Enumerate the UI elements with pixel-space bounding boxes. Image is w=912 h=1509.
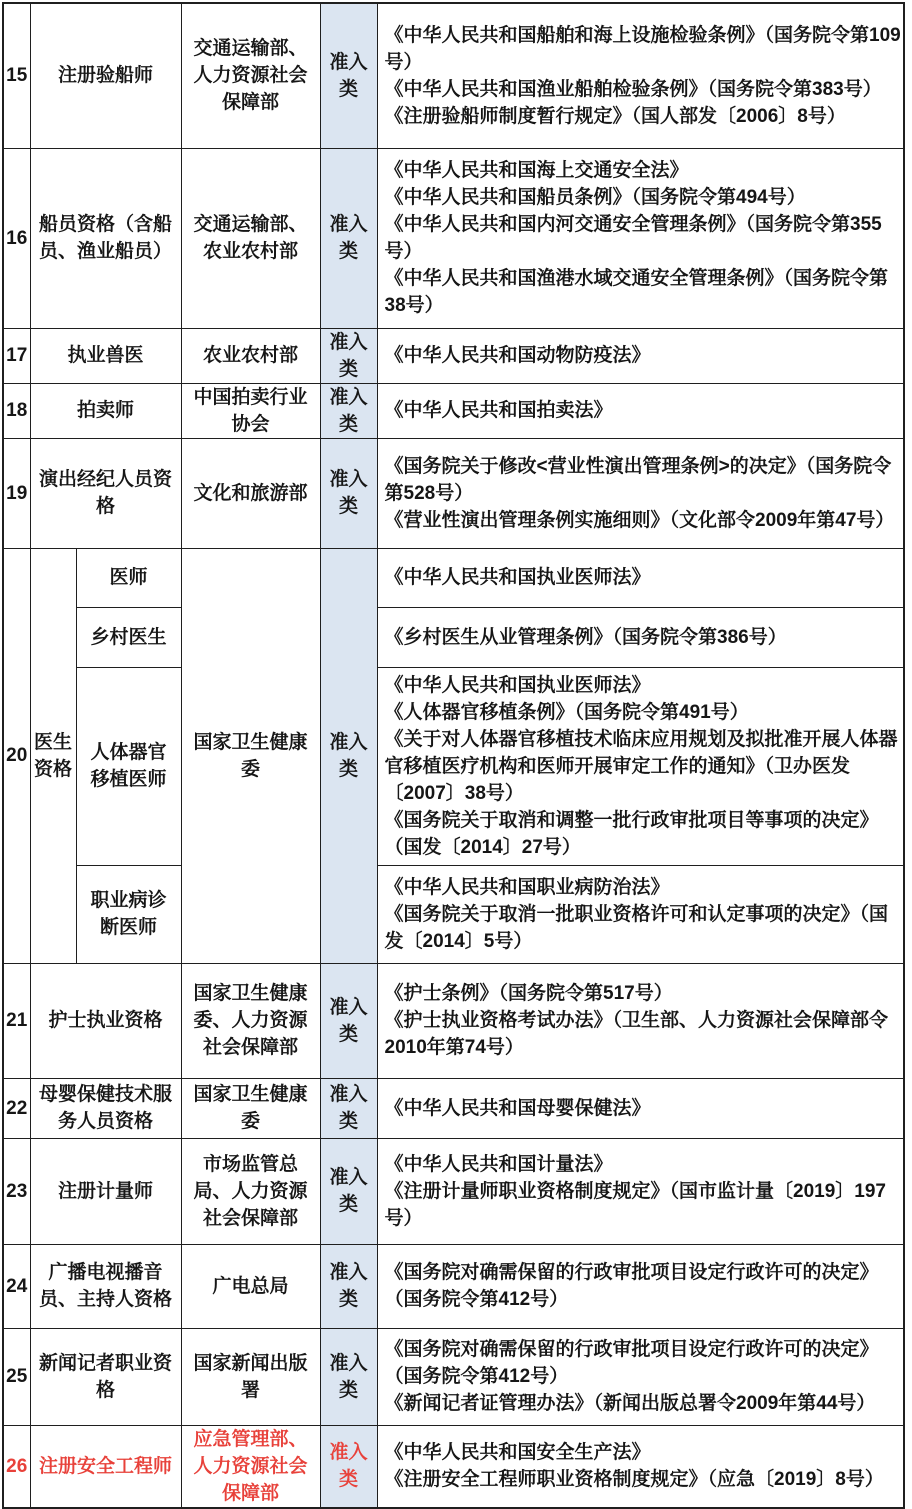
table-row <box>3 383 904 438</box>
legal-basis-cell <box>377 667 904 865</box>
qualification-name: 护士执业资格 <box>30 963 181 1078</box>
qualification-name: 注册安全工程师 <box>30 1425 181 1508</box>
sub-qualification-name: 职业病诊断医师 <box>76 865 181 963</box>
department: 应急管理部、人力资源社会保障部 <box>181 1425 320 1508</box>
legal-item: 《中华人民共和国船员条例》（国务院令第494号） <box>384 187 806 208</box>
category-cell: 准入类 <box>320 148 377 328</box>
sub-qualification-name: 医师 <box>76 548 181 607</box>
row-number: 26 <box>3 1425 30 1508</box>
legal-item: 《国务院对确需保留的行政审批项目设定行政许可的决定》（国务院令第412号） <box>384 1262 879 1310</box>
category-cell: 准入类 <box>320 438 377 548</box>
legal-item: 《中华人民共和国拍卖法》 <box>384 400 613 421</box>
category-cell: 准入类 <box>320 963 377 1078</box>
category-cell: 准入类 <box>320 328 377 383</box>
category-cell: 准入类 <box>320 1078 377 1138</box>
qualification-name: 拍卖师 <box>30 383 181 438</box>
row-number: 21 <box>3 963 30 1078</box>
legal-item: 《中华人民共和国安全生产法》 <box>384 1442 651 1463</box>
row-number: 24 <box>3 1244 30 1328</box>
legal-item: 《中华人民共和国母婴保健法》 <box>384 1097 651 1119</box>
table-row <box>3 548 904 607</box>
legal-basis-cell <box>377 865 904 963</box>
legal-item: 《护士执业资格考试办法》（卫生部、人力资源社会保障部令2010年第74号） <box>384 1010 889 1058</box>
qualification-name: 船员资格（含船员、渔业船员） <box>30 148 181 328</box>
department: 国家卫生健康委 <box>181 548 320 963</box>
sub-qualification-name: 乡村医生 <box>76 607 181 667</box>
legal-basis-cell <box>377 1328 904 1425</box>
table-row <box>3 1078 904 1138</box>
row-number: 18 <box>3 383 30 438</box>
table-row <box>3 667 904 865</box>
table-row <box>3 1328 904 1425</box>
department: 农业农村部 <box>181 328 320 383</box>
category-cell: 准入类 <box>320 548 377 963</box>
legal-item: 《中华人民共和国执业医师法》 <box>384 674 651 696</box>
legal-item: 《注册验船师制度暂行规定》（国人部发〔2006〕8号） <box>384 105 846 127</box>
qualification-name: 注册验船师 <box>30 3 181 148</box>
row-number: 19 <box>3 438 30 548</box>
department: 交通运输部、农业农村部 <box>181 148 320 328</box>
legal-item: 《中华人民共和国动物防疫法》 <box>384 345 651 366</box>
legal-item: 《中华人民共和国海上交通安全法》 <box>384 160 689 181</box>
table-row <box>3 1244 904 1328</box>
category-cell: 准入类 <box>320 3 377 148</box>
category-cell: 准入类 <box>320 383 377 438</box>
legal-item: 《关于对人体器官移植技术临床应用规划及拟批准开展人体器官移植医疗机构和医师开展审定工作的通知》（卫办医发〔2007〕38号） <box>384 728 898 804</box>
table-row <box>3 963 904 1078</box>
qualification-name: 母婴保健技术服务人员资格 <box>30 1078 181 1138</box>
department: 交通运输部、人力资源社会保障部 <box>181 3 320 148</box>
legal-item: 《注册安全工程师职业资格制度规定》（应急〔2019〕8号） <box>384 1469 884 1490</box>
legal-item: 《国务院关于取消一批职业资格许可和认定事项的决定》（国发〔2014〕5号） <box>384 903 889 952</box>
legal-basis-cell <box>377 1078 904 1138</box>
row-number: 23 <box>3 1138 30 1244</box>
row-number: 25 <box>3 1328 30 1425</box>
legal-item: 《中华人民共和国渔港水域交通安全管理条例》（国务院令第38号） <box>384 268 889 316</box>
table-row <box>3 148 904 328</box>
row-number: 15 <box>3 3 30 148</box>
table-row <box>3 438 904 548</box>
legal-basis-cell <box>377 438 904 548</box>
qualification-table <box>2 2 905 1509</box>
category-cell: 准入类 <box>320 1328 377 1425</box>
legal-basis-cell <box>377 328 904 383</box>
table-row <box>3 3 904 148</box>
legal-basis-cell <box>377 607 904 667</box>
category-cell: 准入类 <box>320 1138 377 1244</box>
legal-item: 《中华人民共和国职业病防治法》 <box>384 876 670 898</box>
legal-item: 《中华人民共和国计量法》 <box>384 1153 613 1175</box>
legal-item: 《中华人民共和国执业医师法》 <box>384 567 651 588</box>
legal-basis-cell <box>377 1425 904 1508</box>
legal-item: 《中华人民共和国船舶和海上设施检验条例》（国务院令第109号） <box>384 24 901 73</box>
sub-qualification-name: 人体器官移植医师 <box>76 667 181 865</box>
legal-item: 《新闻记者证管理办法》（新闻出版总署令2009年第44号） <box>384 1393 876 1414</box>
department: 文化和旅游部 <box>181 438 320 548</box>
legal-item: 《国务院对确需保留的行政审批项目设定行政许可的决定》（国务院令第412号） <box>384 1339 879 1387</box>
qualification-name: 医生资格 <box>30 548 76 963</box>
row-number: 20 <box>3 548 30 963</box>
legal-item: 《中华人民共和国渔业船舶检验条例》（国务院令第383号） <box>384 78 882 100</box>
table-row <box>3 865 904 963</box>
legal-basis-cell <box>377 548 904 607</box>
legal-item: 《中华人民共和国内河交通安全管理条例》（国务院令第355号） <box>384 214 882 262</box>
table-row <box>3 1138 904 1244</box>
legal-item: 《国务院关于取消和调整一批行政审批项目等事项的决定》（国发〔2014〕27号） <box>384 809 879 858</box>
legal-item: 《国务院关于修改<营业性演出管理条例>的决定》（国务院令第528号） <box>384 455 892 504</box>
department: 市场监管总局、人力资源社会保障部 <box>181 1138 320 1244</box>
legal-basis-cell <box>377 963 904 1078</box>
qualification-name: 新闻记者职业资格 <box>30 1328 181 1425</box>
qualification-name: 执业兽医 <box>30 328 181 383</box>
legal-basis-cell <box>377 383 904 438</box>
legal-item: 《乡村医生从业管理条例》（国务院令第386号） <box>384 626 787 648</box>
qualification-name: 广播电视播音员、主持人资格 <box>30 1244 181 1328</box>
legal-basis-cell <box>377 1138 904 1244</box>
legal-item: 《营业性演出管理条例实施细则》（文化部令2009年第47号） <box>384 509 895 531</box>
legal-item: 《注册计量师职业资格制度规定》（国市监计量〔2019〕197号） <box>384 1180 886 1229</box>
legal-basis-cell <box>377 3 904 148</box>
legal-item: 《人体器官移植条例》（国务院令第491号） <box>384 701 749 723</box>
legal-basis-cell <box>377 1244 904 1328</box>
qualification-name: 注册计量师 <box>30 1138 181 1244</box>
department: 国家新闻出版署 <box>181 1328 320 1425</box>
table-row <box>3 607 904 667</box>
row-number: 16 <box>3 148 30 328</box>
row-number: 22 <box>3 1078 30 1138</box>
department: 广电总局 <box>181 1244 320 1328</box>
table-row <box>3 328 904 383</box>
department: 国家卫生健康委 <box>181 1078 320 1138</box>
qualification-name: 演出经纪人员资格 <box>30 438 181 548</box>
legal-basis-cell <box>377 148 904 328</box>
legal-item: 《护士条例》（国务院令第517号） <box>384 983 673 1004</box>
row-number: 17 <box>3 328 30 383</box>
department: 中国拍卖行业协会 <box>181 383 320 438</box>
category-cell: 准入类 <box>320 1425 377 1508</box>
category-cell: 准入类 <box>320 1244 377 1328</box>
department: 国家卫生健康委、人力资源社会保障部 <box>181 963 320 1078</box>
table-row-highlighted <box>3 1425 904 1508</box>
